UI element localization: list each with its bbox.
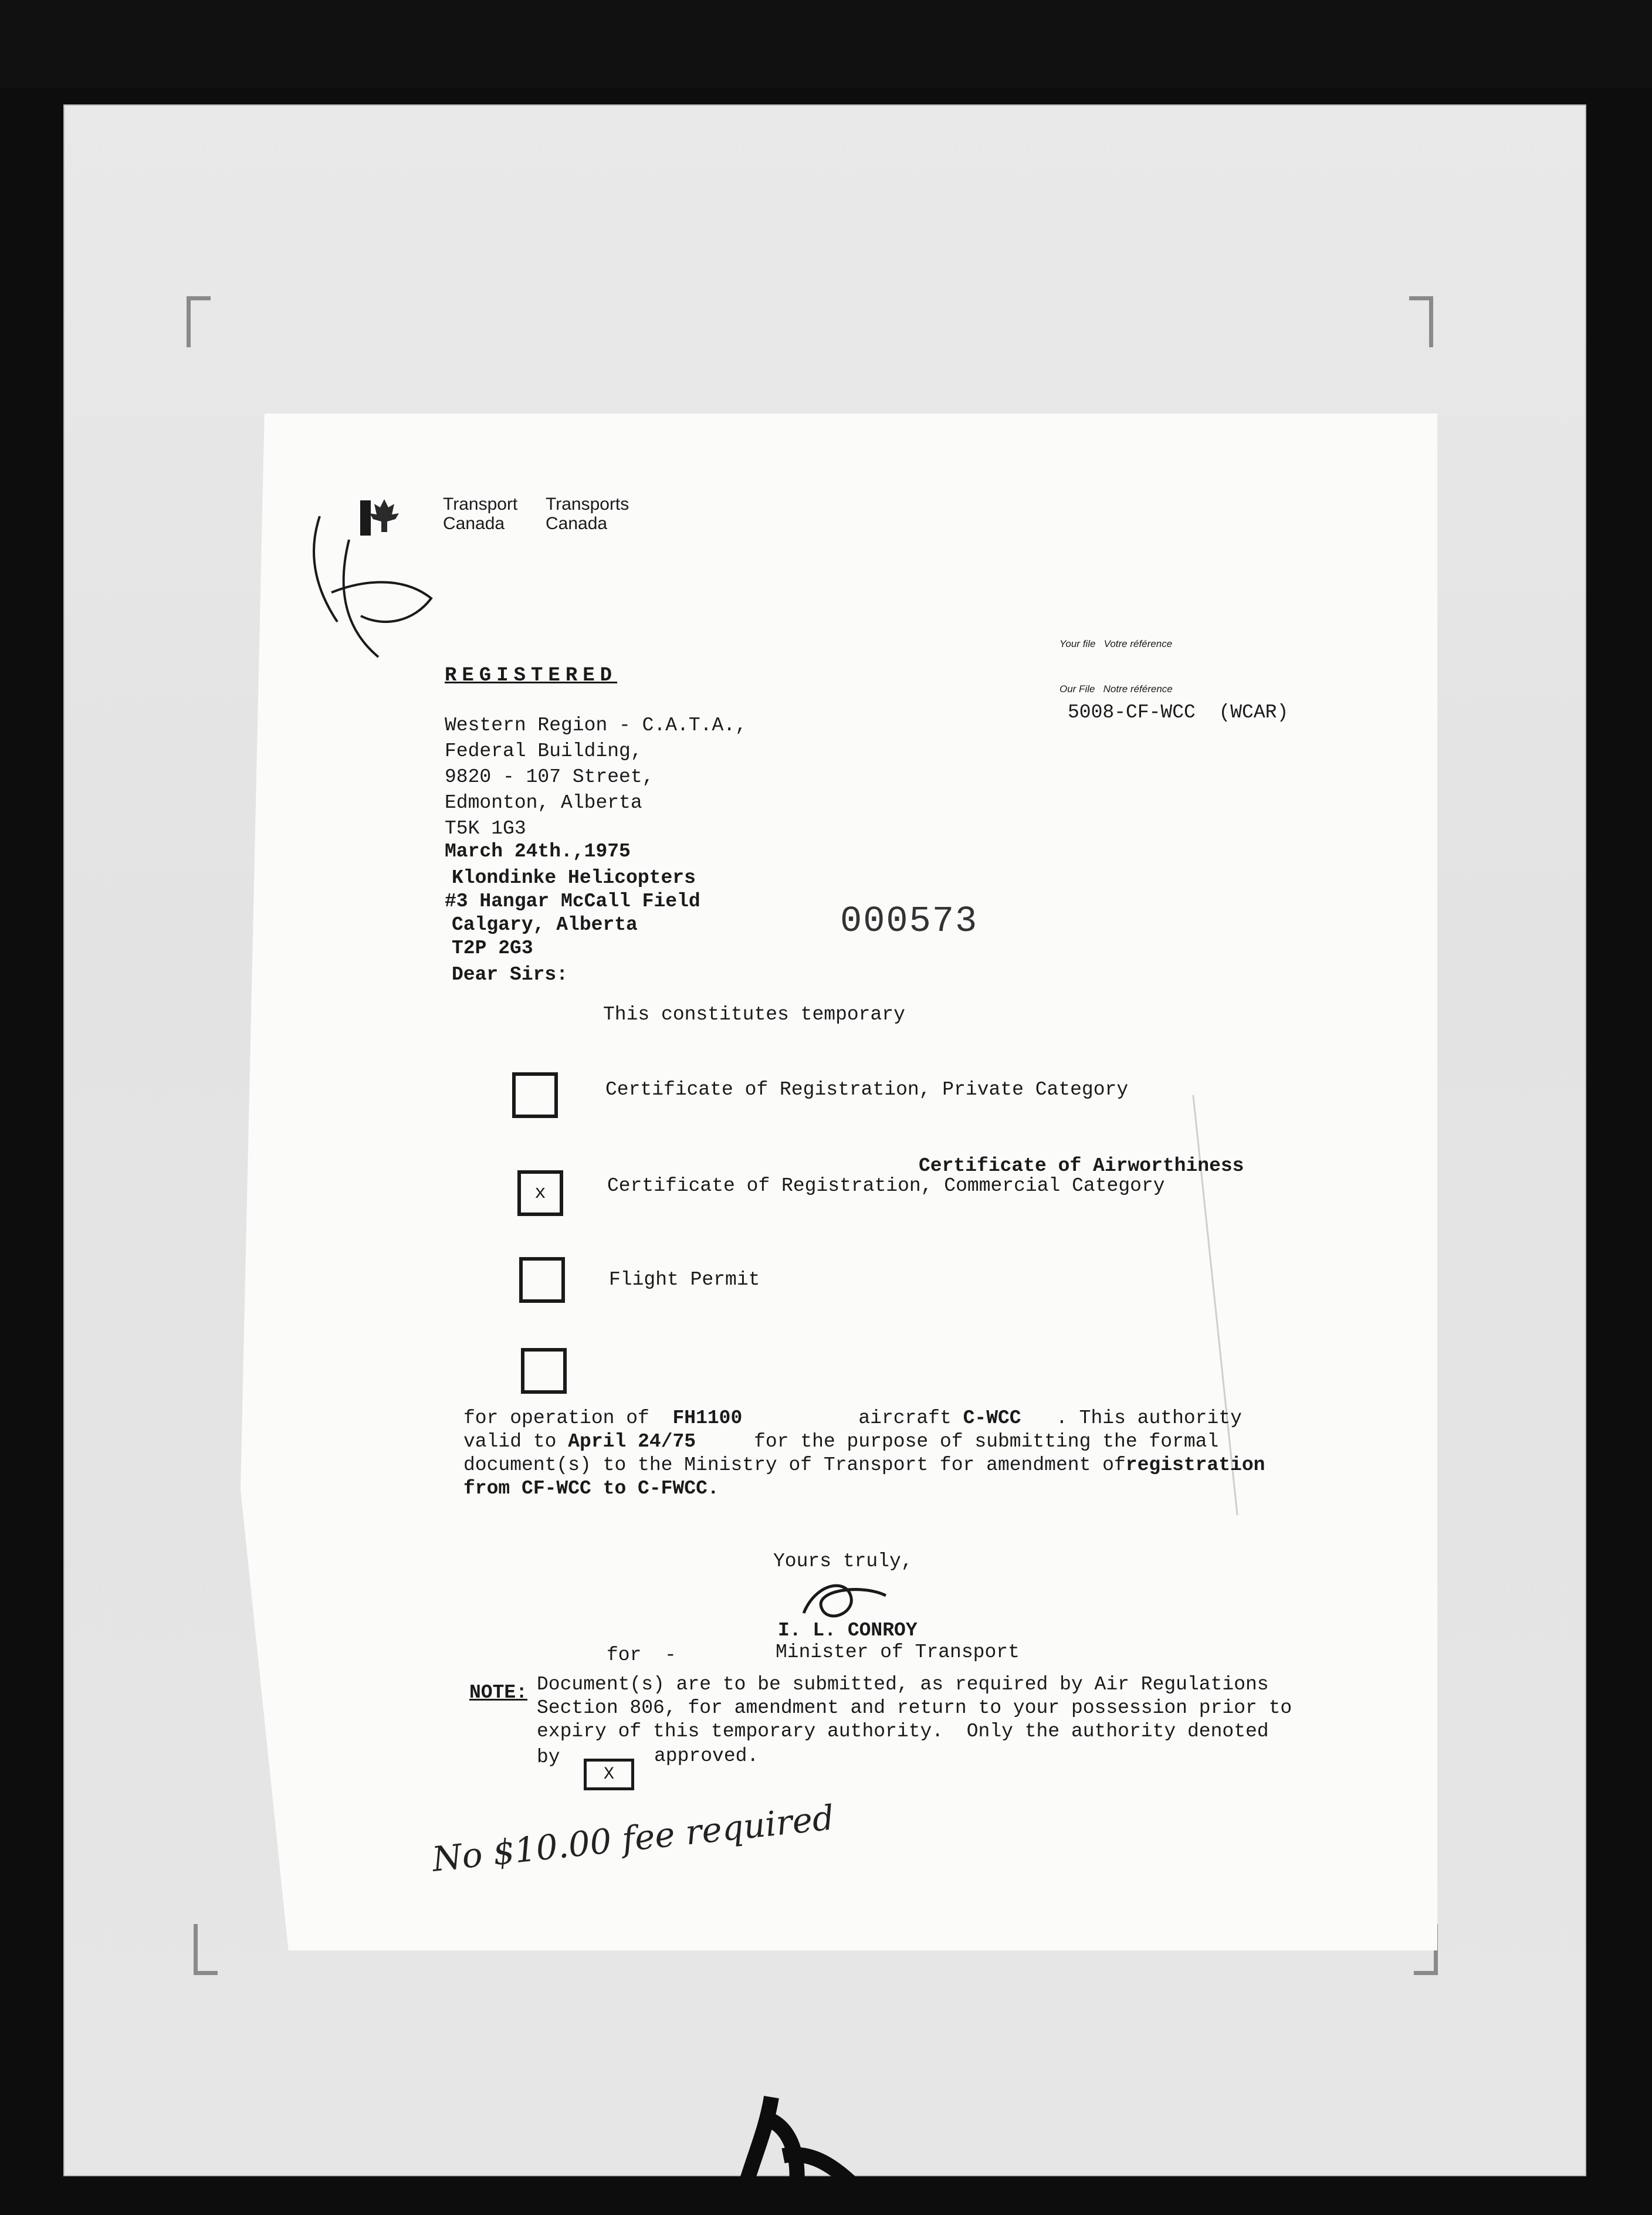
- option-checkbox-blank[interactable]: [521, 1348, 567, 1394]
- body-insert: registration: [1125, 1454, 1265, 1476]
- body-line-1: [463, 1405, 1242, 1431]
- note-approval-box: X: [584, 1759, 634, 1790]
- crop-mark-bottom-left: [194, 1924, 218, 1975]
- sender-address-line: Edmonton, Alberta: [445, 792, 642, 814]
- registered-heading: REGISTERED: [445, 665, 618, 687]
- body-line-4: from CF-WCC to C-FWCC.: [463, 1478, 719, 1499]
- department-en-line1: Transport: [443, 495, 518, 514]
- film-artifact-mark: [730, 2085, 865, 2203]
- for-label: for -: [607, 1644, 676, 1666]
- sender-address-line: T5K 1G3: [445, 818, 526, 839]
- aircraft-registration: C-WCC: [963, 1407, 1021, 1429]
- scan-top-band: [0, 0, 1652, 88]
- note-approved: approved.: [654, 1745, 759, 1767]
- our-file-label: [1059, 683, 1173, 695]
- letter-date: March 24th.,1975: [445, 841, 631, 862]
- handwritten-fee-note: No $10.00 fee required: [430, 1797, 836, 1879]
- our-file-label-en: Our File: [1059, 683, 1095, 695]
- note-by-label: by: [537, 1746, 560, 1768]
- body-text: document(s) to the Ministry of Transport for amendment of: [463, 1454, 1126, 1476]
- option-label-private: Certificate of Registration, Private Category: [605, 1079, 1129, 1100]
- valediction: Yours truly,: [773, 1550, 913, 1572]
- body-text: valid to: [463, 1431, 557, 1452]
- option-checkbox-private[interactable]: [512, 1072, 558, 1118]
- signatory-title: Minister of Transport: [776, 1641, 1020, 1663]
- sender-address-line: Western Region - C.A.T.A.,: [445, 714, 747, 736]
- body-line-2: [463, 1429, 1218, 1455]
- recipient-address-line: T2P 2G3: [452, 937, 533, 959]
- your-file-label: [1059, 638, 1172, 650]
- option-insert-airworthiness: Certificate of Airworthiness: [919, 1155, 1244, 1177]
- recipient-address-line: #3 Hangar McCall Field: [445, 890, 700, 912]
- salutation: Dear Sirs:: [452, 964, 568, 985]
- sender-address-line: Federal Building,: [445, 740, 642, 762]
- handwritten-initials: [296, 504, 455, 669]
- option-checkbox-flight-permit[interactable]: [519, 1257, 565, 1303]
- note-line: Section 806, for amendment and return to your possession prior to: [537, 1697, 1292, 1719]
- body-text: for operation of: [463, 1407, 649, 1429]
- intro-text: This constitutes temporary: [603, 1004, 905, 1025]
- recipient-address-line: Klondinke Helicopters: [452, 867, 696, 889]
- recipient-address-line: Calgary, Alberta: [452, 914, 638, 936]
- body-text: . This authority: [1056, 1407, 1242, 1429]
- body-line-3: [463, 1452, 1265, 1478]
- signatory-name: I. L. CONROY: [778, 1620, 918, 1641]
- our-file-label-fr: Notre référence: [1103, 683, 1173, 695]
- option-label-commercial: Certificate of Registration, Commercial Category: [607, 1175, 1165, 1197]
- your-file-label-en: Your file: [1059, 638, 1096, 649]
- note-line: Document(s) are to be submitted, as required by Air Regulations: [537, 1674, 1269, 1695]
- department-name-fr: [546, 495, 629, 533]
- serial-number-stamp: 000573: [840, 900, 979, 942]
- body-text: for the purpose of submitting the formal: [754, 1431, 1219, 1452]
- body-text: aircraft: [858, 1407, 952, 1429]
- your-file-label-fr: Votre référence: [1103, 638, 1173, 649]
- note-line: expiry of this temporary authority. Only the authority denoted: [537, 1720, 1269, 1742]
- valid-until-date: April 24/75: [568, 1431, 696, 1452]
- file-suffix: (WCAR): [1218, 702, 1289, 723]
- option-label-flight-permit: Flight Permit: [609, 1269, 760, 1291]
- our-file-number: [1068, 700, 1288, 726]
- note-label: NOTE:: [469, 1682, 528, 1703]
- crop-mark-top-left: [187, 296, 211, 347]
- option-checkbox-commercial[interactable]: x: [517, 1170, 563, 1216]
- department-fr-line1: Transports: [546, 495, 629, 514]
- file-number: 5008-CF-WCC: [1068, 702, 1196, 723]
- department-en-line2: Canada: [443, 514, 505, 533]
- aircraft-type: FH1100: [672, 1407, 743, 1429]
- department-fr-line2: Canada: [546, 514, 608, 533]
- crop-mark-top-right: [1409, 296, 1433, 347]
- sender-address-line: 9820 - 107 Street,: [445, 766, 654, 788]
